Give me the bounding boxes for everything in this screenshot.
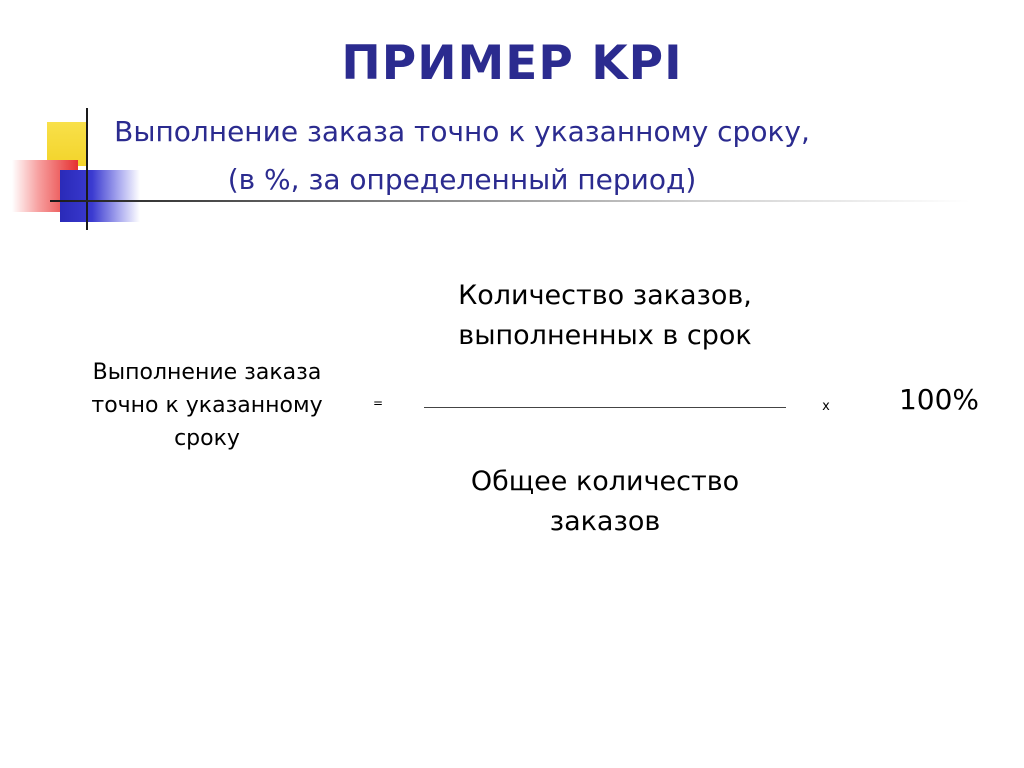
formula-lhs [62, 356, 352, 455]
equals-sign: = [372, 396, 384, 410]
slide-subtitle-line2: (в %, за определенный период) [227, 163, 697, 196]
multiplier-100-percent: 100% [898, 383, 980, 416]
formula-lhs-line2: точно к указанному [91, 393, 323, 418]
slide-subtitle-line1: Выполнение заказа точно к указанному сроку, [114, 115, 810, 148]
times-sign: x [822, 399, 830, 414]
formula-lhs-line3: сроку [174, 426, 240, 451]
slide-title: ПРИМЕР KPI [341, 36, 683, 91]
formula-lhs-line1: Выполнение заказа [92, 360, 322, 385]
formula-denominator [390, 462, 820, 542]
numerator-line1: Количество заказов, [458, 280, 752, 311]
fraction-bar [424, 407, 786, 408]
decor-horizontal-line [50, 200, 970, 202]
formula-numerator [390, 276, 820, 356]
numerator-line2: выполненных в срок [458, 320, 752, 351]
denominator-line2: заказов [549, 506, 661, 537]
denominator-line1: Общее количество [470, 466, 740, 497]
